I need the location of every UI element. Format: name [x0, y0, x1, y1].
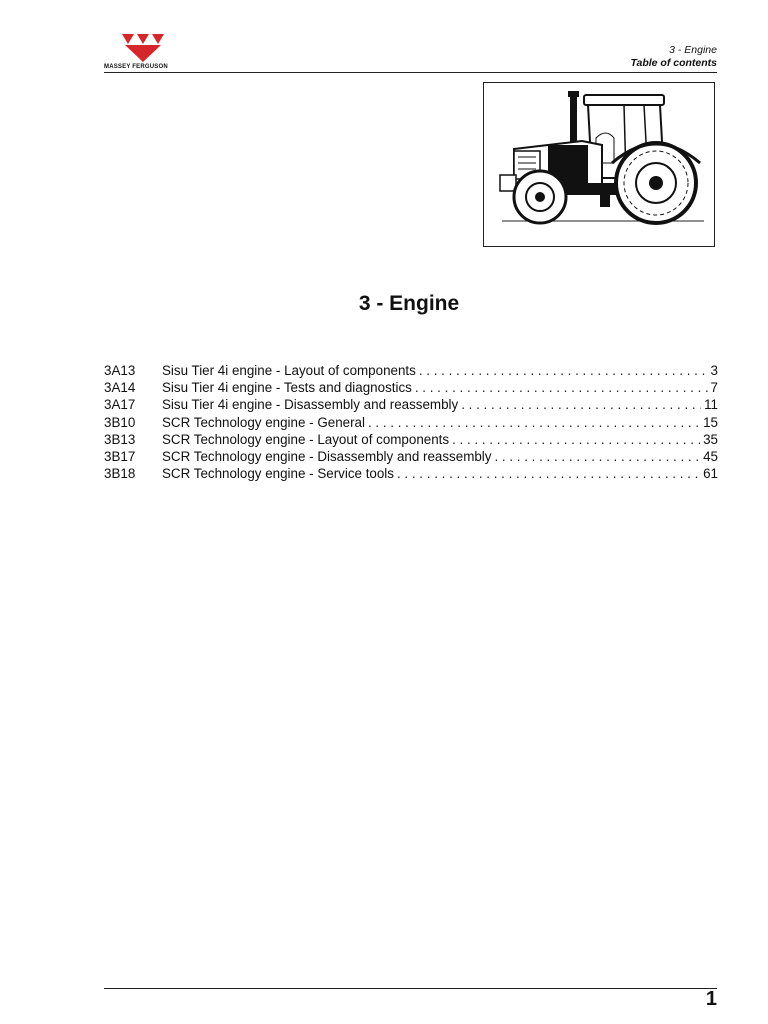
toc-leader [461, 396, 701, 413]
toc-page: 61 [703, 466, 718, 482]
chapter-title: 3 - Engine [669, 44, 717, 56]
toc-leader [494, 448, 700, 465]
toc-label: SCR Technology engine - General [162, 414, 365, 430]
toc-entry[interactable] [104, 362, 718, 379]
tractor-illustration [483, 82, 715, 247]
toc-code: 3A13 [104, 363, 136, 378]
toc-entry[interactable] [104, 414, 718, 431]
toc-page: 35 [703, 431, 718, 447]
toc-leader [368, 414, 700, 431]
toc-label: SCR Technology engine - Layout of components [162, 431, 450, 447]
toc-label: Sisu Tier 4i engine - Layout of components [162, 363, 416, 378]
toc-leader [452, 431, 700, 448]
toc-entry[interactable] [104, 379, 718, 396]
toc-label: SCR Technology engine - Disassembly and reassembly [162, 449, 492, 465]
header-divider [104, 72, 717, 73]
toc-label: SCR Technology engine - Service tools [162, 466, 394, 482]
toc-code: 3B17 [104, 449, 136, 465]
toc-code: 3B10 [104, 414, 136, 430]
page-number: 1 [705, 988, 717, 1010]
toc-leader [419, 362, 708, 379]
toc-code: 3A14 [104, 380, 136, 396]
footer-divider [104, 988, 717, 989]
brand-name: MASSEY FERGUSON [104, 64, 168, 70]
toc-entry[interactable] [104, 448, 718, 465]
chapter-heading: 3 - Engine [358, 292, 460, 315]
toc-code: 3B18 [104, 466, 136, 482]
toc-entry[interactable] [104, 396, 718, 413]
toc-code: 3A17 [104, 397, 136, 413]
toc-code: 3B13 [104, 431, 136, 447]
toc-page: 11 [704, 397, 718, 413]
toc-label: Sisu Tier 4i engine - Tests and diagnostics [162, 380, 412, 396]
toc-label: Sisu Tier 4i engine - Disassembly and reassembly [162, 397, 459, 413]
toc-page: 3 [710, 363, 718, 378]
toc-page: 7 [710, 380, 718, 396]
running-header [630, 44, 717, 70]
toc-leader [415, 379, 708, 396]
toc-page: 45 [703, 449, 718, 465]
table-of-contents [104, 362, 718, 482]
toc-entry[interactable] [104, 431, 718, 448]
toc-page: 15 [703, 414, 718, 430]
section-title: Table of contents [630, 57, 717, 69]
toc-entry[interactable] [104, 465, 718, 482]
toc-leader [397, 465, 700, 482]
